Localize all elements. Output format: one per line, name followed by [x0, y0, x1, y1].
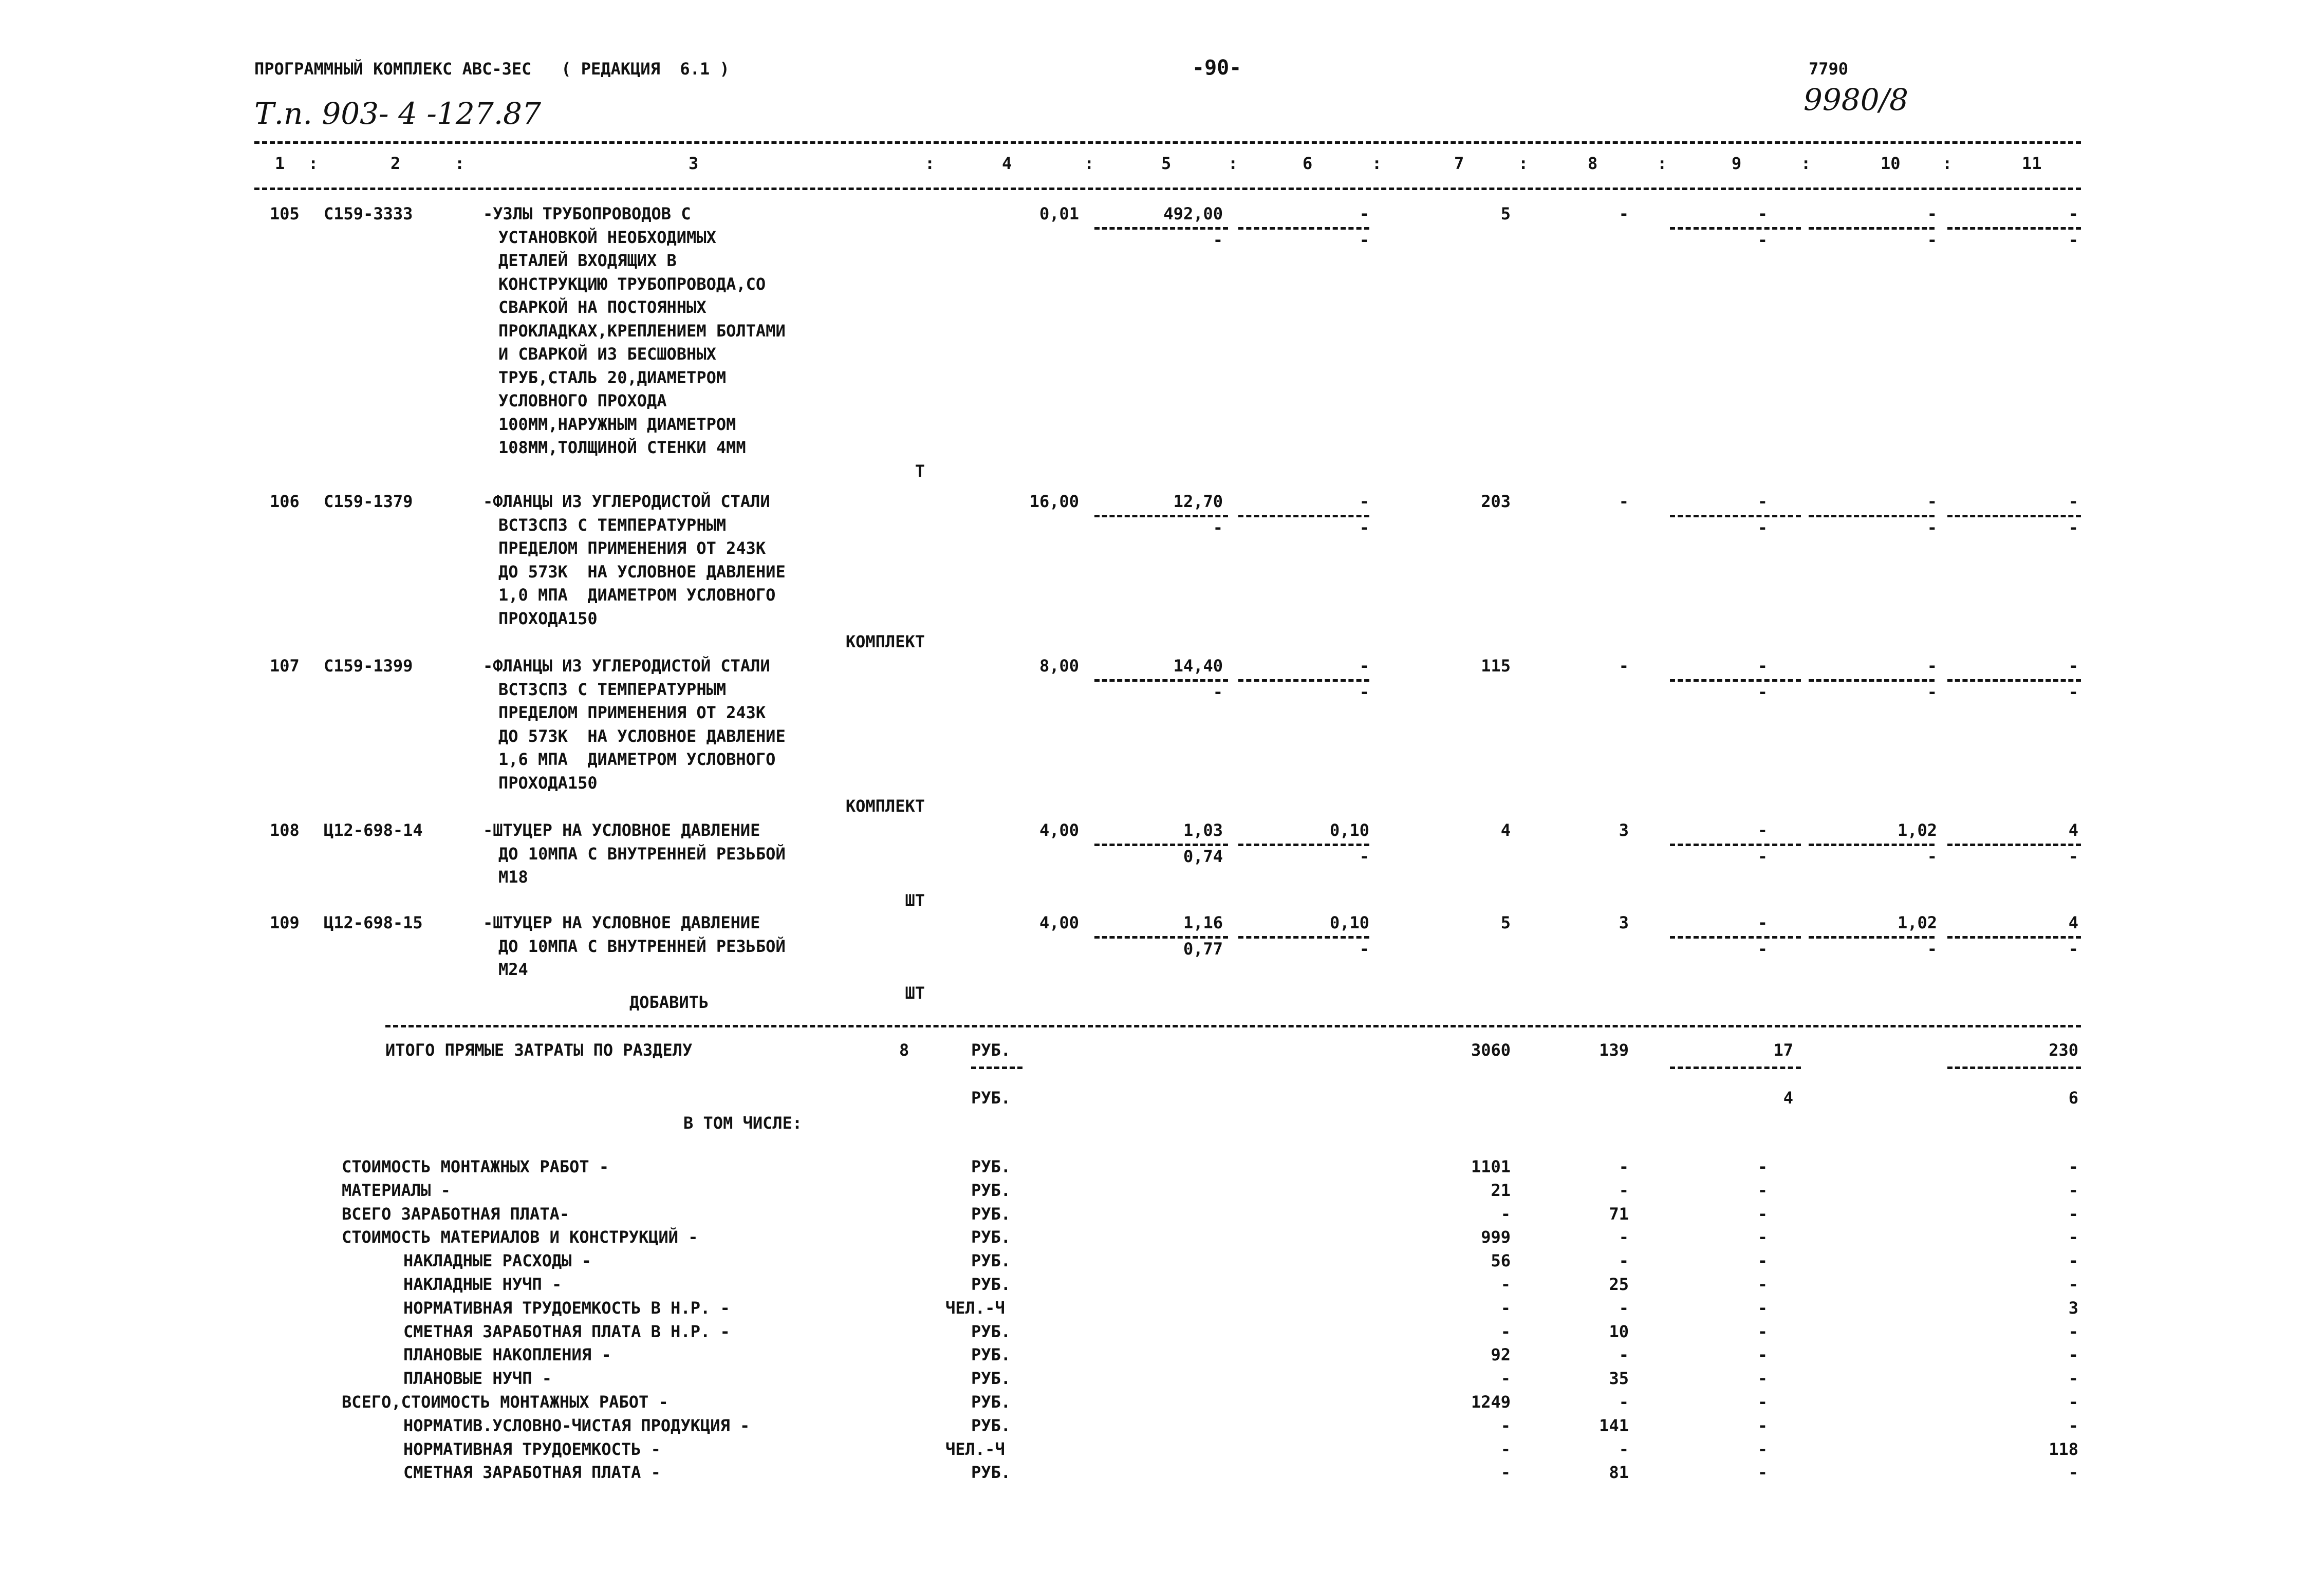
summary-c9: - [1757, 1392, 1768, 1412]
summary-c9: - [1757, 1439, 1768, 1459]
total-c9-rule [1670, 1067, 1801, 1069]
item-description-line: -ФЛАНЦЫ ИЗ УГЛЕРОДИСТОЙ СТАЛИ [483, 656, 770, 676]
summary-unit: РУБ. [971, 1392, 1011, 1412]
item-cell-c5-lower: 0,74 [1183, 846, 1223, 866]
item-unit: ШТ [905, 890, 925, 910]
item-subcell-rule [1238, 936, 1369, 939]
item-cell-c4: 4,00 [1039, 820, 1079, 840]
column-header-4: 4 [1002, 154, 1012, 173]
item-cell-c4: 16,00 [1029, 492, 1079, 511]
item-cell-c5: 12,70 [1173, 492, 1223, 511]
summary-c8: 35 [1609, 1369, 1629, 1389]
item-subcell-rule [1670, 515, 1801, 517]
summary-label: СТОИМОСТЬ МОНТАЖНЫХ РАБОТ - [342, 1157, 609, 1176]
item-description-line: ТРУБ,СТАЛЬ 20,ДИАМЕТРОМ [498, 367, 727, 387]
item-cell-c5-lower: - [1213, 230, 1223, 250]
item-cell-c8: - [1619, 656, 1629, 676]
summary-c8: - [1619, 1345, 1629, 1365]
summary-c11: - [2068, 1275, 2078, 1294]
item-cell-c6-lower: - [1359, 939, 1369, 959]
item-subcell-rule [1670, 844, 1801, 846]
column-separator: : [455, 154, 465, 173]
summary-c11: 3 [2068, 1298, 2078, 1318]
item-cell-c9: - [1757, 204, 1768, 223]
summary-c8: - [1619, 1157, 1629, 1176]
summary-c8: - [1619, 1180, 1629, 1200]
summary-c9: - [1757, 1227, 1768, 1247]
item-code: С159-3333 [324, 204, 413, 223]
summary-label: НОРМАТИВ.УСЛОВНО-ЧИСТАЯ ПРОДУКЦИЯ - [403, 1415, 750, 1435]
summary-c7: 1249 [1471, 1392, 1511, 1412]
column-separator: : [1801, 154, 1811, 173]
summary-c7: - [1500, 1463, 1511, 1483]
item-cell-c5-lower: 0,77 [1183, 939, 1223, 959]
total-unit-lower: РУБ. [971, 1088, 1011, 1108]
item-cell-c11-lower: - [2068, 230, 2078, 250]
column-header-6: 6 [1303, 154, 1313, 173]
item-unit: Т [915, 461, 925, 481]
item-subcell-rule [1094, 679, 1228, 682]
including-label: В ТОМ ЧИСЛЕ: [683, 1113, 803, 1133]
total-c9: 17 [1773, 1040, 1793, 1060]
summary-c9: - [1757, 1345, 1768, 1365]
column-separator: : [1518, 154, 1529, 173]
item-cell-c9-lower: - [1757, 939, 1768, 959]
item-cell-c11: 4 [2068, 820, 2078, 840]
summary-c7: - [1500, 1321, 1511, 1341]
total-c11-rule [1947, 1067, 2081, 1069]
column-header-8: 8 [1588, 154, 1598, 173]
item-description-line: 1,0 МПА ДИАМЕТРОМ УСЛОВНОГО [498, 585, 776, 605]
column-separator: : [1084, 154, 1094, 173]
total-c9-lower: 4 [1783, 1088, 1793, 1108]
item-description-line: УСЛОВНОГО ПРОХОДА [498, 391, 667, 410]
total-c11: 230 [2049, 1040, 2078, 1060]
column-header-3: 3 [689, 154, 699, 173]
summary-unit: РУБ. [971, 1251, 1011, 1271]
item-subcell-rule [1947, 227, 2081, 230]
item-code: Ц12-698-14 [324, 820, 423, 840]
item-description-line: М18 [498, 867, 528, 887]
summary-unit: РУБ. [971, 1345, 1011, 1365]
handwritten-doc-number: Т.п. 903- 4 -127.87 [254, 96, 541, 131]
item-cell-c8: 3 [1619, 820, 1629, 840]
item-cell-c6: 0,10 [1329, 913, 1369, 932]
item-subcell-rule [1809, 679, 1935, 682]
item-cell-c11-lower: - [2068, 939, 2078, 959]
summary-c11: - [2068, 1227, 2078, 1247]
page-number: -90- [1192, 56, 1242, 80]
summary-c9: - [1757, 1251, 1768, 1271]
item-subcell-rule [1094, 227, 1228, 230]
summary-c8: 10 [1609, 1321, 1629, 1341]
summary-c8: 81 [1609, 1463, 1629, 1483]
item-cell-c9: - [1757, 820, 1768, 840]
total-unit: РУБ. [971, 1040, 1011, 1060]
item-cell-c9: - [1757, 656, 1768, 676]
total-c8: 139 [1599, 1040, 1629, 1060]
table-header-rule [254, 188, 2081, 190]
total-unit-rule [971, 1067, 1022, 1069]
item-code: С159-1379 [324, 492, 413, 511]
item-cell-c11: - [2068, 204, 2078, 223]
item-subcell-rule [1094, 936, 1228, 939]
item-description-line: -ФЛАНЦЫ ИЗ УГЛЕРОДИСТОЙ СТАЛИ [483, 492, 770, 511]
item-description-line: ДЕТАЛЕЙ ВХОДЯЩИХ В [498, 251, 677, 270]
column-header-2: 2 [391, 154, 401, 173]
item-description-line: ПРОХОДА150 [498, 773, 598, 793]
summary-c11: - [2068, 1415, 2078, 1435]
total-label: ИТОГО ПРЯМЫЕ ЗАТРАТЫ ПО РАЗДЕЛУ [385, 1040, 693, 1060]
item-description-line: ДО 573К НА УСЛОВНОЕ ДАВЛЕНИЕ [498, 562, 786, 582]
item-subcell-rule [1947, 936, 2081, 939]
summary-label: СТОИМОСТЬ МАТЕРИАЛОВ И КОНСТРУКЦИЙ - [342, 1227, 698, 1247]
summary-c7: - [1500, 1439, 1511, 1459]
summary-c11: - [2068, 1369, 2078, 1389]
summary-unit: РУБ. [971, 1157, 1011, 1176]
item-description-line: ДО 573К НА УСЛОВНОЕ ДАВЛЕНИЕ [498, 726, 786, 746]
summary-c8: - [1619, 1439, 1629, 1459]
summary-unit: РУБ. [971, 1463, 1011, 1483]
item-subcell-rule [1670, 936, 1801, 939]
summary-c8: - [1619, 1392, 1629, 1412]
item-cell-c7: 4 [1500, 820, 1511, 840]
item-cell-c8: 3 [1619, 913, 1629, 932]
summary-c7: - [1500, 1415, 1511, 1435]
summary-label: СМЕТНАЯ ЗАРАБОТНАЯ ПЛАТА В Н.Р. - [403, 1321, 730, 1341]
column-separator: : [1372, 154, 1382, 173]
item-cell-c11-lower: - [2068, 682, 2078, 702]
item-unit: КОМПЛЕКТ [845, 632, 925, 651]
column-header-7: 7 [1454, 154, 1464, 173]
summary-unit: РУБ. [971, 1180, 1011, 1200]
item-cell-c11-lower: - [2068, 517, 2078, 537]
column-header-11: 11 [2022, 154, 2042, 173]
item-subcell-rule [1238, 844, 1369, 846]
summary-c7: 1101 [1471, 1157, 1511, 1176]
item-cell-c6: - [1359, 204, 1369, 223]
column-separator: : [1657, 154, 1667, 173]
item-cell-c11: - [2068, 656, 2078, 676]
item-code: Ц12-698-15 [324, 913, 423, 932]
item-cell-c7: 115 [1481, 656, 1511, 676]
item-cell-c6: - [1359, 656, 1369, 676]
summary-unit: РУБ. [971, 1369, 1011, 1389]
summary-c8: - [1619, 1227, 1629, 1247]
item-cell-c10: - [1927, 656, 1937, 676]
item-cell-c10-lower: - [1927, 517, 1937, 537]
item-cell-c11-lower: - [2068, 846, 2078, 866]
item-description-line: М24 [498, 960, 528, 979]
item-description-line: ВСТЗСП3 С ТЕМПЕРАТУРНЫМ [498, 679, 727, 699]
column-separator: : [308, 154, 319, 173]
column-header-1: 1 [275, 154, 285, 173]
item-cell-c9-lower: - [1757, 846, 1768, 866]
summary-c9: - [1757, 1369, 1768, 1389]
item-subcell-rule [1670, 679, 1801, 682]
summary-label: МАТЕРИАЛЫ - [342, 1180, 451, 1200]
summary-c7: - [1500, 1275, 1511, 1294]
summary-unit: РУБ. [971, 1321, 1011, 1341]
item-cell-c10: - [1927, 492, 1937, 511]
item-number: 109 [270, 913, 300, 932]
summary-label: НОРМАТИВНАЯ ТРУДОЕМКОСТЬ В Н.Р. - [403, 1298, 730, 1318]
item-description-line: И СВАРКОЙ ИЗ БЕСШОВНЫХ [498, 344, 716, 364]
summary-c9: - [1757, 1298, 1768, 1318]
item-subcell-rule [1094, 515, 1228, 517]
item-description-line: ПРОКЛАДКАХ,КРЕПЛЕНИЕМ БОЛТАМИ [498, 321, 786, 341]
summary-c7: - [1500, 1369, 1511, 1389]
item-description-line: ДО 10МПА С ВНУТРЕННЕЙ РЕЗЬБОЙ [498, 844, 786, 864]
item-subcell-rule [1094, 844, 1228, 846]
item-unit: ШТ [905, 983, 925, 1003]
summary-c8: - [1619, 1298, 1629, 1318]
item-cell-c7: 5 [1500, 913, 1511, 932]
item-subcell-rule [1238, 679, 1369, 682]
summary-c8: 25 [1609, 1275, 1629, 1294]
add-label: ДОБАВИТЬ [629, 993, 709, 1012]
totals-rule [385, 1025, 2081, 1027]
item-subcell-rule [1947, 515, 2081, 517]
summary-c9: - [1757, 1180, 1768, 1200]
item-description-line: ПРЕДЕЛОМ ПРИМЕНЕНИЯ ОТ 243К [498, 703, 766, 722]
item-cell-c10-lower: - [1927, 682, 1937, 702]
item-description-line: -ШТУЦЕР НА УСЛОВНОЕ ДАВЛЕНИЕ [483, 820, 760, 840]
item-cell-c6-lower: - [1359, 517, 1369, 537]
column-separator: : [925, 154, 935, 173]
table-top-rule [254, 141, 2081, 144]
summary-c11: - [2068, 1204, 2078, 1224]
summary-label: СМЕТНАЯ ЗАРАБОТНАЯ ПЛАТА - [403, 1463, 661, 1483]
summary-c11: - [2068, 1321, 2078, 1341]
summary-c9: - [1757, 1321, 1768, 1341]
column-header-9: 9 [1732, 154, 1742, 173]
item-number: 108 [270, 820, 300, 840]
summary-c11: - [2068, 1251, 2078, 1271]
summary-c7: - [1500, 1298, 1511, 1318]
item-cell-c9-lower: - [1757, 517, 1768, 537]
item-description-line: УСТАНОВКОЙ НЕОБХОДИМЫХ [498, 227, 716, 247]
summary-unit: ЧЕЛ.-Ч [945, 1439, 1005, 1459]
item-subcell-rule [1947, 844, 2081, 846]
column-header-10: 10 [1881, 154, 1901, 173]
item-subcell-rule [1809, 936, 1935, 939]
item-cell-c6: - [1359, 492, 1369, 511]
summary-label: НОРМАТИВНАЯ ТРУДОЕМКОСТЬ - [403, 1439, 661, 1459]
summary-unit: ЧЕЛ.-Ч [945, 1298, 1005, 1318]
item-cell-c8: - [1619, 204, 1629, 223]
column-header-5: 5 [1161, 154, 1172, 173]
column-separator: : [1942, 154, 1953, 173]
summary-c9: - [1757, 1275, 1768, 1294]
summary-label: ВСЕГО,СТОИМОСТЬ МОНТАЖНЫХ РАБОТ - [342, 1392, 668, 1412]
item-cell-c10-lower: - [1927, 230, 1937, 250]
item-number: 105 [270, 204, 300, 223]
summary-c9: - [1757, 1415, 1768, 1435]
item-unit: КОМПЛЕКТ [845, 796, 925, 816]
total-c7: 3060 [1471, 1040, 1511, 1060]
summary-label: ВСЕГО ЗАРАБОТНАЯ ПЛАТА- [342, 1204, 570, 1224]
item-cell-c5: 1,03 [1183, 820, 1223, 840]
item-description-line: ВСТЗСП3 С ТЕМПЕРАТУРНЫМ [498, 515, 727, 535]
handwritten-inventory-number: 9980/8 [1804, 82, 1909, 117]
summary-c9: - [1757, 1204, 1768, 1224]
item-subcell-rule [1809, 227, 1935, 230]
item-number: 106 [270, 492, 300, 511]
summary-label: ПЛАНОВЫЕ НАКОПЛЕНИЯ - [403, 1345, 611, 1365]
item-cell-c9: - [1757, 492, 1768, 511]
item-description-line: КОНСТРУКЦИЮ ТРУБОПРОВОДА,СО [498, 274, 766, 294]
summary-label: ПЛАНОВЫЕ НУЧП - [403, 1369, 552, 1389]
item-number: 107 [270, 656, 300, 676]
item-cell-c5: 1,16 [1183, 913, 1223, 932]
item-subcell-rule [1809, 844, 1935, 846]
item-description-line: 1,6 МПА ДИАМЕТРОМ УСЛОВНОГО [498, 750, 776, 769]
item-cell-c10-lower: - [1927, 939, 1937, 959]
item-cell-c11: - [2068, 492, 2078, 511]
item-cell-c9-lower: - [1757, 230, 1768, 250]
item-cell-c4: 8,00 [1039, 656, 1079, 676]
item-description-line: ПРОХОДА150 [498, 608, 598, 628]
item-cell-c10: - [1927, 204, 1937, 223]
summary-c7: 56 [1491, 1251, 1511, 1271]
document-code: 7790 [1809, 59, 1849, 79]
item-description-line: ПРЕДЕЛОМ ПРИМЕНЕНИЯ ОТ 243К [498, 538, 766, 558]
item-subcell-rule [1670, 227, 1801, 230]
item-cell-c4: 4,00 [1039, 913, 1079, 932]
item-cell-c10: 1,02 [1897, 820, 1937, 840]
summary-c11: - [2068, 1157, 2078, 1176]
summary-c11: - [2068, 1345, 2078, 1365]
item-subcell-rule [1238, 515, 1369, 517]
item-description-line: СВАРКОЙ НА ПОСТОЯННЫХ [498, 297, 707, 317]
item-description-line: -УЗЛЫ ТРУБОПРОВОДОВ С [483, 204, 691, 223]
summary-c9: - [1757, 1463, 1768, 1483]
total-section-number: 8 [899, 1040, 909, 1060]
item-description-line: 108ММ,ТОЛЩИНОЙ СТЕНКИ 4ММ [498, 438, 746, 457]
summary-c8: - [1619, 1251, 1629, 1271]
item-subcell-rule [1238, 227, 1369, 230]
summary-label: НАКЛАДНЫЕ РАСХОДЫ - [403, 1251, 592, 1271]
summary-unit: РУБ. [971, 1275, 1011, 1294]
item-cell-c7: 5 [1500, 204, 1511, 223]
item-cell-c5-lower: - [1213, 517, 1223, 537]
item-cell-c6-lower: - [1359, 846, 1369, 866]
item-cell-c6: 0,10 [1329, 820, 1369, 840]
column-separator: : [1228, 154, 1238, 173]
summary-c7: 92 [1491, 1345, 1511, 1365]
summary-c7: 999 [1481, 1227, 1511, 1247]
item-cell-c9: - [1757, 913, 1768, 932]
summary-unit: РУБ. [971, 1204, 1011, 1224]
total-c11-lower: 6 [2068, 1088, 2078, 1108]
item-cell-c8: - [1619, 492, 1629, 511]
summary-c7: - [1500, 1204, 1511, 1224]
summary-c8: 71 [1609, 1204, 1629, 1224]
item-cell-c10-lower: - [1927, 846, 1937, 866]
summary-label: НАКЛАДНЫЕ НУЧП - [403, 1275, 562, 1294]
item-subcell-rule [1947, 679, 2081, 682]
item-cell-c7: 203 [1481, 492, 1511, 511]
item-cell-c5-lower: - [1213, 682, 1223, 702]
item-cell-c11: 4 [2068, 913, 2078, 932]
summary-c11: - [2068, 1463, 2078, 1483]
summary-unit: РУБ. [971, 1227, 1011, 1247]
summary-c7: 21 [1491, 1180, 1511, 1200]
item-description-line: ДО 10МПА С ВНУТРЕННЕЙ РЕЗЬБОЙ [498, 936, 786, 956]
item-cell-c5: 492,00 [1163, 204, 1223, 223]
item-cell-c10: 1,02 [1897, 913, 1937, 932]
item-description-line: -ШТУЦЕР НА УСЛОВНОЕ ДАВЛЕНИЕ [483, 913, 760, 932]
item-cell-c6-lower: - [1359, 682, 1369, 702]
summary-c11: 118 [2049, 1439, 2078, 1459]
item-code: С159-1399 [324, 656, 413, 676]
summary-c9: - [1757, 1157, 1768, 1176]
item-cell-c4: 0,01 [1039, 204, 1079, 223]
item-cell-c6-lower: - [1359, 230, 1369, 250]
item-cell-c9-lower: - [1757, 682, 1768, 702]
summary-c8: 141 [1599, 1415, 1629, 1435]
program-header: ПРОГРАММНЫЙ КОМПЛЕКС АВС-ЗЕС ( РЕДАКЦИЯ 6.1 ) [254, 59, 730, 79]
item-subcell-rule [1809, 515, 1935, 517]
summary-unit: РУБ. [971, 1415, 1011, 1435]
summary-c11: - [2068, 1392, 2078, 1412]
item-description-line: 100ММ,НАРУЖНЫМ ДИАМЕТРОМ [498, 414, 736, 434]
item-cell-c5: 14,40 [1173, 656, 1223, 676]
summary-c11: - [2068, 1180, 2078, 1200]
